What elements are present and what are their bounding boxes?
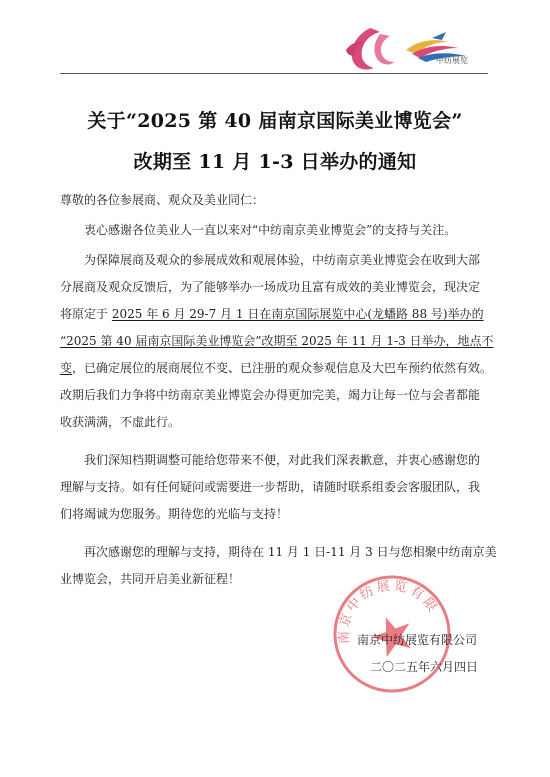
paragraph-2-line-3-lead: 将原定于 — [60, 307, 109, 321]
svg-text:南京中纺展览有限公司: 南京中纺展览有限公司 — [336, 578, 442, 645]
venue-unchanged-end: 变 — [60, 361, 73, 375]
signature-company: 南京中纺展览有限公司 — [357, 633, 478, 647]
paragraph-2-line-3 — [60, 305, 484, 322]
notice-title-line2: 改期至 11 月 1-3 日举办的通知 — [133, 151, 417, 173]
paragraph-2-line-5-rest: ，已确定展位的展商展位不变、已注册的观众参观信息及大巴车预约依然有效。 — [72, 361, 493, 375]
zhongfang-logo — [402, 30, 482, 74]
original-dates-venue: 2025 年 6 月 29-7 月 1 日在南京国际展览中心(龙蟠路 88 号)举办的 — [111, 307, 484, 321]
paragraph-2-line-5 — [60, 359, 492, 376]
paragraph-2-line-7: 收获满满，不虚此行。 — [60, 415, 181, 429]
paragraph-4-line-1: 再次感谢您的理解与支持，期待在 11 月 1 日-11 月 3 日与您相聚中纺南京美 — [84, 545, 497, 559]
salutation: 尊敬的各位参展商、观众及美业同仁： — [60, 193, 265, 207]
paragraph-2-line-6: 改期后我们力争将中纺南京美业博览会办得更加完美，竭力让每一位与会者都能 — [60, 388, 481, 402]
paragraph-2-line-1: 为保障展商及观众的参展成效和观展体验，中纺南京美业博览会在收到大部 — [84, 253, 481, 267]
paragraph-4-line-2: 业博览会，共同开启美业新征程！ — [60, 572, 241, 586]
paragraph-3-line-3: 们将竭诚为您服务。期待您的光临与支持！ — [60, 507, 289, 521]
paragraph-1-line-1: 衷心感谢各位美业人一直以来对“中纺南京美业博览会”的支持与关注。 — [84, 223, 457, 237]
header-divider — [60, 73, 488, 74]
paragraph-3-line-2: 理解与支持。如有任何疑问或需要进一步帮助，请随时联系组委会客服团队，我 — [60, 480, 481, 494]
paragraph-2-line-4: “2025 第 40 届南京国际美业博览会”改期至 2025 年 11 月 1-3 日举办，地点不 — [60, 334, 494, 348]
notice-title-line1: 关于“2025 第 40 届南京国际美业博览会” — [87, 110, 463, 132]
paragraph-3-line-1: 我们深知档期调整可能给您带来不便，对此我们深表歉意，并衷心感谢您的 — [84, 453, 481, 467]
logo-caption: 中纺展览 — [436, 56, 468, 65]
paragraph-2-line-2: 分展商及观众反馈后，为了能够举办一场成功且富有成效的美业博览会，现决定 — [60, 280, 481, 294]
signature-date: 二〇二五年六月四日 — [370, 660, 479, 674]
beauty-expo-logo — [340, 24, 398, 74]
